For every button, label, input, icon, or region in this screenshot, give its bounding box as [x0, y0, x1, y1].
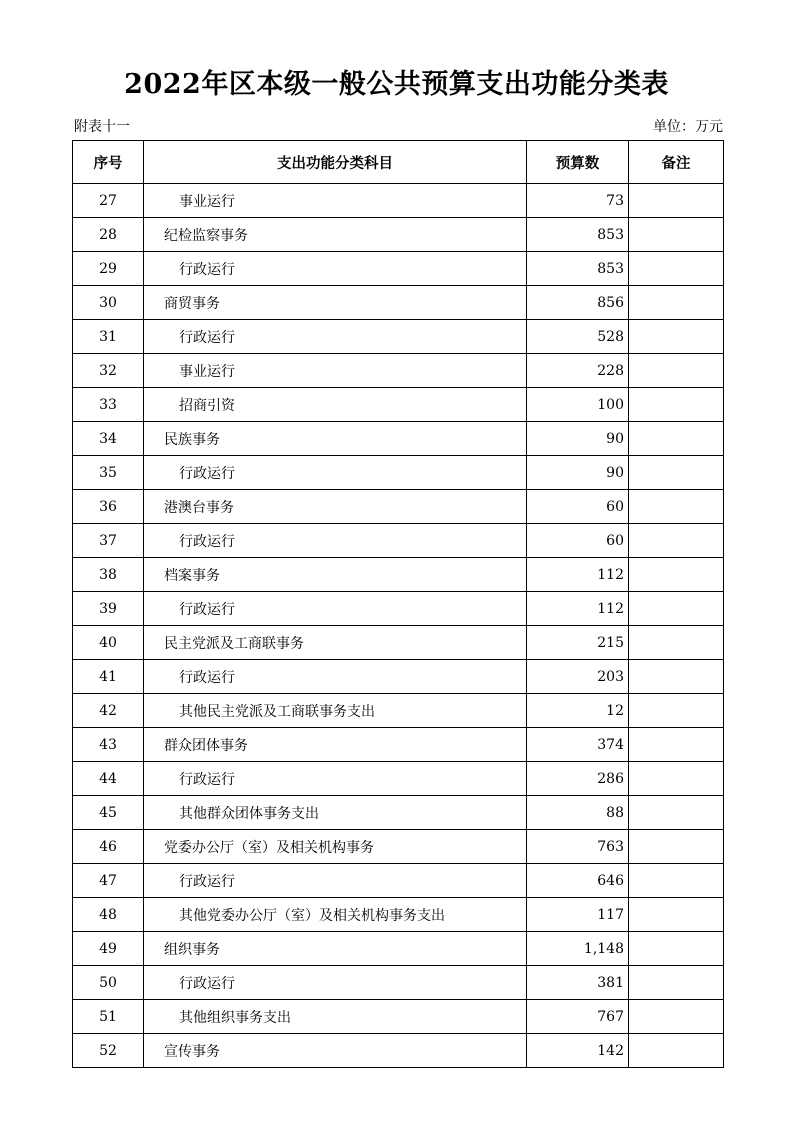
row-category: 行政运行: [144, 320, 527, 354]
row-index: 38: [73, 558, 144, 592]
row-index: 32: [73, 354, 144, 388]
row-note: [629, 694, 724, 728]
row-index: 47: [73, 864, 144, 898]
row-note: [629, 422, 724, 456]
unit-label: 单位：万元: [653, 119, 723, 135]
row-note: [629, 592, 724, 626]
row-category: 事业运行: [144, 184, 527, 218]
table-row: [73, 286, 724, 320]
row-amount: 88: [527, 796, 629, 830]
row-category: 纪检监察事务: [144, 218, 527, 252]
row-amount: 117: [527, 898, 629, 932]
row-category: 行政运行: [144, 966, 527, 1000]
table-row: [73, 252, 724, 286]
table-row: [73, 524, 724, 558]
row-category: 行政运行: [144, 660, 527, 694]
row-index: 35: [73, 456, 144, 490]
header-note: 备注: [629, 141, 724, 184]
table-row: [73, 932, 724, 966]
table-row: [73, 898, 724, 932]
table-row: [73, 490, 724, 524]
row-category: 民族事务: [144, 422, 527, 456]
table-row: [73, 830, 724, 864]
row-category: 行政运行: [144, 524, 527, 558]
row-index: 44: [73, 762, 144, 796]
table-row: [73, 728, 724, 762]
row-amount: 112: [527, 558, 629, 592]
row-index: 30: [73, 286, 144, 320]
row-index: 39: [73, 592, 144, 626]
row-note: [629, 388, 724, 422]
row-index: 37: [73, 524, 144, 558]
row-amount: 374: [527, 728, 629, 762]
table-row: [73, 218, 724, 252]
row-note: [629, 1000, 724, 1034]
row-category: 群众团体事务: [144, 728, 527, 762]
row-index: 41: [73, 660, 144, 694]
row-amount: 286: [527, 762, 629, 796]
row-amount: 528: [527, 320, 629, 354]
row-amount: 60: [527, 490, 629, 524]
row-index: 43: [73, 728, 144, 762]
table-header: [73, 141, 724, 184]
row-category: 行政运行: [144, 592, 527, 626]
row-note: [629, 184, 724, 218]
table-row: [73, 694, 724, 728]
row-note: [629, 490, 724, 524]
row-amount: 228: [527, 354, 629, 388]
row-amount: 100: [527, 388, 629, 422]
row-index: 46: [73, 830, 144, 864]
row-index: 50: [73, 966, 144, 1000]
row-note: [629, 252, 724, 286]
row-note: [629, 762, 724, 796]
table-body: [73, 184, 724, 1068]
row-category: 行政运行: [144, 456, 527, 490]
row-index: 52: [73, 1034, 144, 1068]
row-index: 28: [73, 218, 144, 252]
row-amount: 142: [527, 1034, 629, 1068]
row-category: 民主党派及工商联事务: [144, 626, 527, 660]
row-amount: 646: [527, 864, 629, 898]
row-note: [629, 796, 724, 830]
row-note: [629, 558, 724, 592]
table-row: [73, 592, 724, 626]
row-category: 招商引资: [144, 388, 527, 422]
row-index: 49: [73, 932, 144, 966]
budget-table: [72, 140, 724, 1068]
row-note: [629, 456, 724, 490]
table-row: [73, 626, 724, 660]
table-row: [73, 864, 724, 898]
row-index: 34: [73, 422, 144, 456]
row-index: 29: [73, 252, 144, 286]
row-amount: 12: [527, 694, 629, 728]
row-category: 行政运行: [144, 252, 527, 286]
table-row: [73, 558, 724, 592]
page-title: 2022年区本级一般公共预算支出功能分类表: [124, 69, 669, 100]
row-amount: 73: [527, 184, 629, 218]
row-category: 档案事务: [144, 558, 527, 592]
row-note: [629, 320, 724, 354]
row-amount: 112: [527, 592, 629, 626]
table-row: [73, 1000, 724, 1034]
row-amount: 215: [527, 626, 629, 660]
attachment-label: 附表十一: [74, 119, 130, 135]
row-index: 31: [73, 320, 144, 354]
row-note: [629, 864, 724, 898]
row-index: 36: [73, 490, 144, 524]
row-index: 45: [73, 796, 144, 830]
row-note: [629, 728, 724, 762]
row-note: [629, 626, 724, 660]
row-index: 42: [73, 694, 144, 728]
row-category: 其他组织事务支出: [144, 1000, 527, 1034]
row-category: 宣传事务: [144, 1034, 527, 1068]
row-category: 港澳台事务: [144, 490, 527, 524]
row-index: 51: [73, 1000, 144, 1034]
row-category: 商贸事务: [144, 286, 527, 320]
table-row: [73, 388, 724, 422]
table-row: [73, 354, 724, 388]
row-note: [629, 218, 724, 252]
row-category: 行政运行: [144, 864, 527, 898]
header-budget: 预算数: [527, 141, 629, 184]
row-category: 行政运行: [144, 762, 527, 796]
table-row: [73, 320, 724, 354]
table-row: [73, 966, 724, 1000]
row-index: 27: [73, 184, 144, 218]
header-category: 支出功能分类科目: [144, 141, 527, 184]
table-row: [73, 422, 724, 456]
row-category: 事业运行: [144, 354, 527, 388]
row-amount: 1,148: [527, 932, 629, 966]
row-amount: 90: [527, 422, 629, 456]
table-row: [73, 456, 724, 490]
row-index: 48: [73, 898, 144, 932]
row-amount: 381: [527, 966, 629, 1000]
row-amount: 856: [527, 286, 629, 320]
row-note: [629, 286, 724, 320]
row-index: 33: [73, 388, 144, 422]
row-category: 其他党委办公厅（室）及相关机构事务支出: [144, 898, 527, 932]
row-category: 其他群众团体事务支出: [144, 796, 527, 830]
row-note: [629, 660, 724, 694]
table-row: [73, 184, 724, 218]
row-note: [629, 966, 724, 1000]
row-note: [629, 898, 724, 932]
row-note: [629, 354, 724, 388]
table-row: [73, 660, 724, 694]
header-index: 序号: [73, 141, 144, 184]
table-row: [73, 762, 724, 796]
row-amount: 60: [527, 524, 629, 558]
row-amount: 90: [527, 456, 629, 490]
row-note: [629, 524, 724, 558]
row-amount: 763: [527, 830, 629, 864]
row-category: 组织事务: [144, 932, 527, 966]
row-category: 其他民主党派及工商联事务支出: [144, 694, 527, 728]
row-note: [629, 830, 724, 864]
row-amount: 853: [527, 252, 629, 286]
row-index: 40: [73, 626, 144, 660]
row-amount: 767: [527, 1000, 629, 1034]
table-row: [73, 1034, 724, 1068]
row-category: 党委办公厅（室）及相关机构事务: [144, 830, 527, 864]
table-row: [73, 796, 724, 830]
row-note: [629, 1034, 724, 1068]
row-amount: 853: [527, 218, 629, 252]
row-amount: 203: [527, 660, 629, 694]
row-note: [629, 932, 724, 966]
